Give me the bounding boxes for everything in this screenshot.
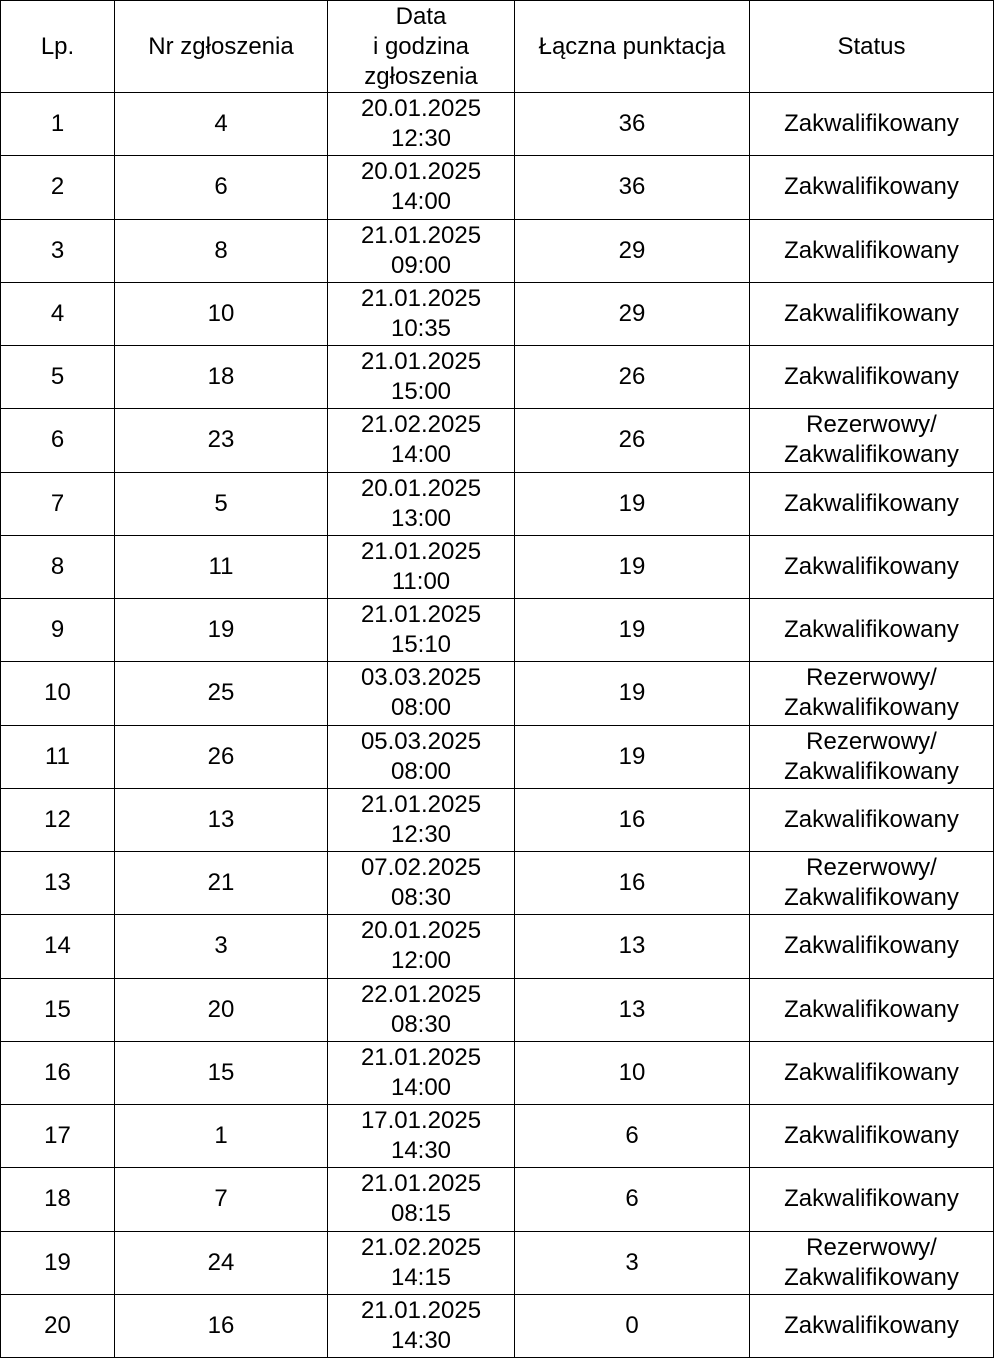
table-row [1,472,994,535]
cell-total-points: 16 [515,788,750,851]
cell-application-number: 1 [115,1105,328,1168]
cell-total-points: 26 [515,409,750,472]
cell-total-points: 19 [515,599,750,662]
cell-status [750,662,994,725]
cell-lp: 14 [1,915,115,978]
cell-time: 08:30 [390,1010,452,1038]
cell-date: 05.03.2025 [360,727,482,755]
cell-status-line: Zakwalifikowany [784,805,959,833]
cell-status-line: Zakwalifikowany [784,757,959,785]
table-header [1,1,994,93]
cell-lp: 20 [1,1294,115,1357]
cell-status-line: Zakwalifikowany [784,1058,959,1086]
cell-date: 21.01.2025 [360,537,482,565]
cell-time: 08:30 [390,884,452,912]
cell-application-number: 15 [115,1041,328,1104]
cell-date: 21.01.2025 [360,601,482,629]
table-row [1,1294,994,1357]
cell-time: 12:00 [390,947,452,975]
cell-status [750,282,994,345]
cell-status [750,93,994,156]
cell-lp: 10 [1,662,115,725]
cell-status [750,1105,994,1168]
cell-status-line: Zakwalifikowany [784,173,959,201]
cell-application-number: 3 [115,915,328,978]
cell-time: 14:15 [390,1263,452,1291]
table-row [1,219,994,282]
cell-total-points: 36 [515,93,750,156]
cell-application-number: 11 [115,535,328,598]
cell-date-time [328,535,515,598]
cell-total-points: 0 [515,1294,750,1357]
cell-application-number: 13 [115,788,328,851]
header-date-line: zgłoszenia [364,62,478,90]
cell-lp: 4 [1,282,115,345]
cell-status-line: Zakwalifikowany [784,1311,959,1339]
cell-status [750,1168,994,1231]
cell-application-number: 25 [115,662,328,725]
cell-lp: 7 [1,472,115,535]
header-total-points: Łączna punktacja [515,1,750,93]
cell-lp: 1 [1,93,115,156]
cell-date-time [328,156,515,219]
cell-status-line: Zakwalifikowany [784,1122,959,1150]
cell-lp: 2 [1,156,115,219]
cell-time: 14:30 [390,1137,452,1165]
cell-time: 09:00 [390,251,452,279]
cell-lp: 11 [1,725,115,788]
cell-status-line: Zakwalifikowany [784,694,959,722]
table-row [1,788,994,851]
cell-date-time [328,725,515,788]
cell-date-time [328,788,515,851]
cell-date-time [328,1041,515,1104]
table-row [1,346,994,409]
table-row [1,93,994,156]
cell-status-line: Rezerwowy/ [806,727,937,755]
cell-total-points: 16 [515,852,750,915]
cell-application-number: 18 [115,346,328,409]
cell-status-line: Zakwalifikowany [784,884,959,912]
cell-date-time [328,409,515,472]
cell-total-points: 13 [515,915,750,978]
cell-time: 08:15 [390,1200,452,1228]
cell-status [750,346,994,409]
cell-date: 21.01.2025 [360,790,482,818]
cell-time: 12:30 [390,125,452,153]
cell-status [750,1231,994,1294]
cell-total-points: 19 [515,725,750,788]
cell-lp: 5 [1,346,115,409]
cell-time: 14:00 [390,1073,452,1101]
cell-status [750,852,994,915]
cell-application-number: 20 [115,978,328,1041]
cell-total-points: 19 [515,662,750,725]
cell-time: 14:00 [390,188,452,216]
header-lp: Lp. [1,1,115,93]
header-row [1,1,994,93]
cell-total-points: 36 [515,156,750,219]
cell-application-number: 4 [115,93,328,156]
table-row [1,978,994,1041]
cell-status-line: Zakwalifikowany [784,1263,959,1291]
table-body [1,93,994,1358]
cell-lp: 16 [1,1041,115,1104]
cell-status-line: Zakwalifikowany [784,441,959,469]
table-row [1,1105,994,1168]
cell-time: 14:30 [390,1326,452,1354]
cell-status [750,788,994,851]
cell-total-points: 19 [515,535,750,598]
cell-status-line: Zakwalifikowany [784,299,959,327]
table-row [1,599,994,662]
cell-status-line: Rezerwowy/ [806,1233,937,1261]
header-application-number: Nr zgłoszenia [115,1,328,93]
cell-status [750,219,994,282]
cell-application-number: 7 [115,1168,328,1231]
cell-status [750,1041,994,1104]
cell-application-number: 19 [115,599,328,662]
cell-status [750,472,994,535]
cell-total-points: 10 [515,1041,750,1104]
cell-total-points: 3 [515,1231,750,1294]
cell-status-line: Rezerwowy/ [806,854,937,882]
cell-date: 21.01.2025 [360,348,482,376]
table-row [1,1168,994,1231]
cell-application-number: 10 [115,282,328,345]
cell-date: 22.01.2025 [360,980,482,1008]
cell-date: 20.01.2025 [360,917,482,945]
cell-lp: 9 [1,599,115,662]
cell-status [750,725,994,788]
header-date-time [328,1,515,93]
cell-date-time [328,282,515,345]
cell-total-points: 6 [515,1105,750,1168]
cell-status-line: Zakwalifikowany [784,616,959,644]
table-row [1,535,994,598]
table-row [1,852,994,915]
cell-date-time [328,1294,515,1357]
table-row [1,662,994,725]
cell-date-time [328,1231,515,1294]
cell-total-points: 19 [515,472,750,535]
cell-date: 21.01.2025 [360,1296,482,1324]
cell-date: 20.01.2025 [360,95,482,123]
cell-time: 14:00 [390,441,452,469]
cell-lp: 12 [1,788,115,851]
header-date-line: Data [395,2,447,30]
table-row [1,725,994,788]
cell-lp: 8 [1,535,115,598]
cell-date-time [328,662,515,725]
cell-lp: 19 [1,1231,115,1294]
header-date-line: i godzina [372,32,470,60]
cell-status [750,599,994,662]
cell-total-points: 13 [515,978,750,1041]
cell-time: 11:00 [391,567,451,595]
table-row [1,409,994,472]
cell-date: 21.02.2025 [360,411,482,439]
table-row [1,282,994,345]
cell-lp: 17 [1,1105,115,1168]
cell-date-time [328,852,515,915]
cell-date-time [328,219,515,282]
cell-application-number: 8 [115,219,328,282]
cell-time: 15:00 [390,378,452,406]
cell-status [750,915,994,978]
cell-date-time [328,1105,515,1168]
cell-lp: 13 [1,852,115,915]
cell-total-points: 29 [515,219,750,282]
cell-date: 21.01.2025 [360,221,482,249]
cell-application-number: 26 [115,725,328,788]
cell-status-line: Zakwalifikowany [784,110,959,138]
cell-date: 21.02.2025 [360,1233,482,1261]
table-row [1,1041,994,1104]
cell-status-line: Rezerwowy/ [806,664,937,692]
cell-application-number: 16 [115,1294,328,1357]
header-status: Status [750,1,994,93]
cell-application-number: 6 [115,156,328,219]
cell-lp: 6 [1,409,115,472]
cell-total-points: 6 [515,1168,750,1231]
cell-date: 21.01.2025 [360,1170,482,1198]
cell-status-line: Zakwalifikowany [784,1185,959,1213]
cell-status-line: Zakwalifikowany [784,932,959,960]
cell-date: 07.02.2025 [360,854,482,882]
table-row [1,915,994,978]
cell-lp: 18 [1,1168,115,1231]
table-row [1,1231,994,1294]
cell-application-number: 21 [115,852,328,915]
cell-date: 20.01.2025 [360,474,482,502]
cell-date-time [328,978,515,1041]
cell-status-line: Zakwalifikowany [784,489,959,517]
cell-date: 20.01.2025 [360,158,482,186]
cell-time: 15:10 [390,631,452,659]
cell-date-time [328,93,515,156]
cell-date-time [328,915,515,978]
cell-lp: 15 [1,978,115,1041]
cell-status-line: Zakwalifikowany [784,552,959,580]
cell-time: 08:00 [390,694,452,722]
cell-time: 13:00 [390,504,452,532]
cell-date-time [328,346,515,409]
cell-date: 21.01.2025 [360,284,482,312]
cell-time: 12:30 [390,820,452,848]
cell-lp: 3 [1,219,115,282]
cell-date: 03.03.2025 [360,664,482,692]
table-row [1,156,994,219]
cell-status-line: Zakwalifikowany [784,995,959,1023]
cell-time: 10:35 [390,314,452,342]
cell-application-number: 24 [115,1231,328,1294]
cell-date-time [328,1168,515,1231]
cell-status-line: Rezerwowy/ [806,411,937,439]
cell-status [750,535,994,598]
cell-date: 21.01.2025 [360,1043,482,1071]
cell-time: 08:00 [390,757,452,785]
cell-application-number: 23 [115,409,328,472]
cell-status [750,409,994,472]
cell-total-points: 26 [515,346,750,409]
cell-status [750,978,994,1041]
cell-date: 17.01.2025 [360,1107,482,1135]
cell-date-time [328,599,515,662]
cell-status-line: Zakwalifikowany [784,363,959,391]
cell-total-points: 29 [515,282,750,345]
cell-application-number: 5 [115,472,328,535]
cell-status-line: Zakwalifikowany [784,236,959,264]
cell-date-time [328,472,515,535]
cell-status [750,1294,994,1357]
cell-status [750,156,994,219]
